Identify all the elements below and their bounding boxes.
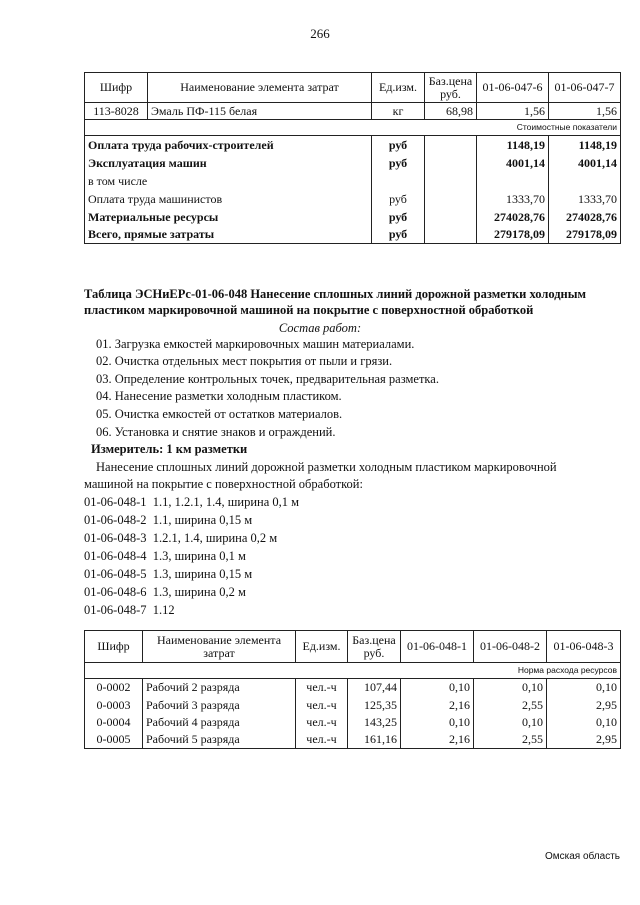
cost-value-1: 274028,76: [477, 209, 549, 227]
cost-price: [425, 191, 477, 209]
table-row: [85, 227, 621, 244]
table-header-row: [85, 631, 621, 663]
section-note-row: [85, 120, 621, 136]
cost-name: Оплата труда машинистов: [85, 191, 372, 209]
code-number: 01-06-048-7: [84, 603, 147, 617]
header-col-2: 01-06-048-2: [474, 631, 547, 663]
resource-price: 161,16: [348, 731, 401, 749]
resource-name: Рабочий 5 разряда: [143, 731, 296, 749]
header-unit: Ед.изм.: [296, 631, 348, 663]
resource-price: 125,35: [348, 697, 401, 714]
resource-unit: чел.-ч: [296, 731, 348, 749]
material-price: 68,98: [425, 103, 477, 120]
cost-value-1: 279178,09: [477, 227, 549, 244]
code-description: 1.1, ширина 0,15 м: [152, 513, 253, 527]
work-item: 01. Загрузка емкостей маркировочных машин материалами.: [96, 337, 415, 351]
cost-value-2: 1148,19: [549, 136, 621, 155]
resource-name: Рабочий 2 разряда: [143, 679, 296, 697]
code-item: [84, 530, 277, 546]
code-description: 1.12: [152, 603, 175, 617]
cost-name: Всего, прямые затраты: [85, 227, 372, 244]
resource-value-1: 0,10: [401, 679, 474, 697]
header-code: Шифр: [85, 631, 143, 663]
resource-value-2: 2,55: [474, 697, 547, 714]
resource-table-048: [84, 630, 621, 749]
cost-name: Оплата труда рабочих-строителей: [85, 136, 372, 155]
material-value-1: 1,56: [477, 103, 549, 120]
resource-value-3: 2,95: [547, 697, 621, 714]
header-col-3: 01-06-048-3: [547, 631, 621, 663]
table-row: [85, 679, 621, 697]
resource-name: Рабочий 3 разряда: [143, 697, 296, 714]
resource-value-3: 0,10: [547, 679, 621, 697]
work-item: 04. Нанесение разметки холодным пластиком.: [96, 389, 342, 403]
material-name: Эмаль ПФ-115 белая: [148, 103, 372, 120]
cost-name: Материальные ресурсы: [85, 209, 372, 227]
cost-name: в том числе: [85, 173, 372, 191]
section-note: Норма расхода ресурсов: [85, 663, 621, 679]
measure-label: Измеритель: 1 км разметки: [91, 442, 248, 456]
cost-value-1: 4001,14: [477, 155, 549, 173]
cost-price: [425, 209, 477, 227]
table-row: [85, 191, 621, 209]
table-row: [85, 731, 621, 749]
material-unit: кг: [372, 103, 425, 120]
code-item: [84, 566, 252, 582]
header-name: Наименование элемента затрат: [143, 631, 296, 663]
code-item: [84, 512, 252, 528]
cost-unit: руб: [372, 227, 425, 244]
cost-price: [425, 173, 477, 191]
code-item: [84, 548, 246, 564]
measure-description-line-2: машиной на покрытие с поверхностной обработкой:: [84, 477, 363, 491]
code-number: 01-06-048-3: [84, 531, 147, 545]
cost-value-1: 1148,19: [477, 136, 549, 155]
section-note-row: [85, 663, 621, 679]
resource-value-2: 0,10: [474, 714, 547, 731]
cost-name: Эксплуатация машин: [85, 155, 372, 173]
work-item: 03. Определение контрольных точек, предварительная разметка.: [96, 372, 439, 386]
works-heading: Состав работ:: [278, 321, 362, 335]
header-col-1: 01-06-047-6: [477, 73, 549, 103]
cost-value-1: [477, 173, 549, 191]
table-header-row: [85, 73, 621, 103]
resource-price: 143,25: [348, 714, 401, 731]
table-row: [85, 209, 621, 227]
code-number: 01-06-048-4: [84, 549, 147, 563]
code-number: 01-06-048-1: [84, 495, 147, 509]
header-unit: Ед.изм.: [372, 73, 425, 103]
resource-code: 0-0003: [85, 697, 143, 714]
cost-value-2: 4001,14: [549, 155, 621, 173]
code-description: 1.3, ширина 0,15 м: [152, 567, 253, 581]
table-row: [85, 173, 621, 191]
header-col-2: 01-06-047-7: [549, 73, 621, 103]
material-value-2: 1,56: [549, 103, 621, 120]
header-code: Шифр: [85, 73, 148, 103]
resource-code: 0-0005: [85, 731, 143, 749]
code-number: 01-06-048-5: [84, 567, 147, 581]
code-number: 01-06-048-2: [84, 513, 147, 527]
header-base-price: Баз.цена руб.: [348, 631, 401, 663]
resource-code: 0-0002: [85, 679, 143, 697]
code-description: 1.1, 1.2.1, 1.4, ширина 0,1 м: [152, 495, 300, 509]
table-title-line-1: Таблица ЭСНиЕРс-01-06-048 Нанесение сплошных линий дорожной разметки холодным: [84, 287, 587, 301]
resource-code: 0-0004: [85, 714, 143, 731]
cost-price: [425, 227, 477, 244]
table-title: [84, 286, 614, 318]
header-base-price: Баз.цена руб.: [425, 73, 477, 103]
cost-unit: руб: [372, 191, 425, 209]
cost-unit: руб: [372, 136, 425, 155]
resource-unit: чел.-ч: [296, 679, 348, 697]
table-row: [85, 103, 621, 120]
table-row: [85, 136, 621, 155]
code-description: 1.3, ширина 0,1 м: [152, 549, 246, 563]
resource-value-1: 2,16: [401, 697, 474, 714]
cost-unit: [372, 173, 425, 191]
code-number: 01-06-048-6: [84, 585, 147, 599]
cost-price: [425, 136, 477, 155]
code-item: [84, 494, 299, 510]
cost-value-2: 274028,76: [549, 209, 621, 227]
cost-value-1: 1333,70: [477, 191, 549, 209]
table-title-line-2: пластиком маркировочной машиной на покрытие с поверхностной обработкой: [84, 303, 534, 317]
table-row: [85, 714, 621, 731]
section-note: Стоимостные показатели: [85, 120, 621, 136]
code-item: [84, 584, 246, 600]
cost-value-2: 279178,09: [549, 227, 621, 244]
work-item: 02. Очистка отдельных мест покрытия от пыли и грязи.: [96, 354, 393, 368]
work-item: 05. Очистка емкостей от остатков материалов.: [96, 407, 343, 421]
cost-price: [425, 155, 477, 173]
resource-value-2: 0,10: [474, 679, 547, 697]
code-description: 1.2.1, 1.4, ширина 0,2 м: [152, 531, 278, 545]
table-row: [85, 155, 621, 173]
resource-unit: чел.-ч: [296, 697, 348, 714]
measure-description-line-1: Нанесение сплошных линий дорожной разметки холодным пластиком маркировочной: [96, 460, 557, 474]
material-code: 113-8028: [85, 103, 148, 120]
resource-value-3: 0,10: [547, 714, 621, 731]
resource-value-1: 0,10: [401, 714, 474, 731]
code-item: [84, 602, 175, 618]
cost-unit: руб: [372, 155, 425, 173]
header-col-1: 01-06-048-1: [401, 631, 474, 663]
cost-value-2: [549, 173, 621, 191]
resource-value-2: 2,55: [474, 731, 547, 749]
resource-value-1: 2,16: [401, 731, 474, 749]
resource-name: Рабочий 4 разряда: [143, 714, 296, 731]
cost-unit: руб: [372, 209, 425, 227]
resource-unit: чел.-ч: [296, 714, 348, 731]
cost-table-047: [84, 72, 621, 244]
footer-region: Омская область: [544, 851, 620, 862]
code-description: 1.3, ширина 0,2 м: [152, 585, 246, 599]
resource-value-3: 2,95: [547, 731, 621, 749]
header-name: Наименование элемента затрат: [148, 73, 372, 103]
cost-value-2: 1333,70: [549, 191, 621, 209]
work-item: 06. Установка и снятие знаков и ограждений.: [96, 425, 336, 439]
page-number: 266: [310, 26, 330, 41]
table-row: [85, 697, 621, 714]
resource-price: 107,44: [348, 679, 401, 697]
